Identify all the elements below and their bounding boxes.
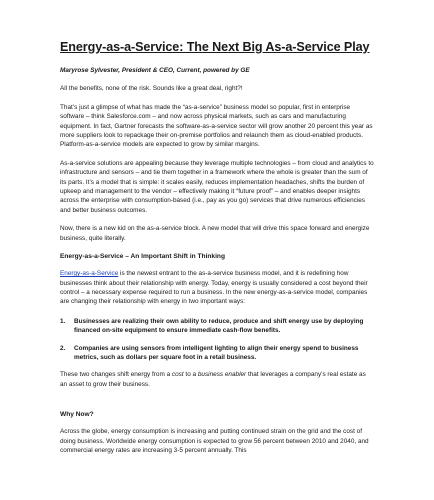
list-item-text: Businesses are realizing their own ability to reduce, produce and shift energy use by deploying financed on-site equipment to ensure immediate cash-flow benefits. (74, 317, 364, 335)
closing-paragraph (60, 370, 374, 389)
section-heading-shift: Energy-as-a-Service – An Important Shift in Thinking (60, 253, 225, 261)
section-heading-why-now: Why Now? (60, 411, 94, 419)
closing-text-c: that leverages a company’s real estate as an asset to grow their business. (60, 371, 366, 388)
list-item (60, 317, 374, 336)
list-item-text: Companies are using sensors from intelligent lighting to align their energy spend to business metrics, such as dollars per square foot in a retail business. (74, 344, 359, 361)
list-item-number: 2. (60, 344, 66, 352)
author-byline: Maryrose Sylvester, President & CEO, Current, powered by GE (60, 67, 250, 74)
document-title: Energy-as-a-Service: The Next Big As-a-Service Play (60, 40, 370, 54)
closing-emphasis-cost: cost (171, 371, 184, 379)
closing-emphasis-enabler: business enabler (197, 371, 247, 379)
section-paragraph-shift (60, 269, 374, 307)
closing-text-a: These two changes shift energy from a (60, 371, 172, 379)
lead-paragraph: All the benefits, none of the risk. Sounds like a great deal, right?! (60, 85, 243, 93)
paragraph-2: As-a-service solutions are appealing because they leverage multiple technologies – from cloud and analytics to infrastructure and sensors – and tie them together in a framework where the whole is greater than the sum of its parts. It’s a model that is simple: it scales easily, reduces implementation headaches, shifts the burden of upkeep and management to the vendor – effectively making it “future proof” – and enables deeper insights across the enterprise with consumption-based (i.e., pay as you go) services that drive numerous efficiencies and better business outcomes. (60, 159, 374, 214)
document-page (60, 40, 374, 455)
closing-text-b: to a (183, 371, 198, 379)
list-item (60, 344, 374, 363)
paragraph-3: Now, there is a new kid on the as-a-service block. A new model that will drive this space forward and energize business, quite literally. (60, 225, 370, 242)
list-item-number: 1. (60, 317, 66, 325)
numbered-list (60, 317, 374, 363)
paragraph-1: That’s just a glimpse of what has made the “as-a-service” business model so popular, first in enterprise software – think Salesforce.com – and now across physical markets, such as cars and manufacturing equipment. In fact, Gartner forecasts the software-as-a-service sector will grow another 20 percent this year as more suppliers look to repackage their on-premise portfolios and relaunch them as cloud-enabled products. Platform-as-a-service models are expected to grow by similar margins. (60, 103, 373, 149)
section-paragraph-text: is the newest entrant to the as-a-service business model, and it is redefining how businesses think about their relationship with energy. Today, energy is usually considered a cost beyond their control – a necessary expense required to run a business. In the new energy-as-a-service model, companies are changing their relationship with energy in two important ways: (60, 270, 368, 306)
section-paragraph-why-now: Across the globe, energy consumption is increasing and putting continued strain on the grid and the cost of doing business. Worldwide energy consumption is expected to grow 56 percent between 2010 and 2040, and commercial energy rates are increasing 3-5 percent annually. This (60, 428, 369, 454)
energy-as-a-service-link[interactable]: Energy-as-a-Service (60, 270, 119, 278)
